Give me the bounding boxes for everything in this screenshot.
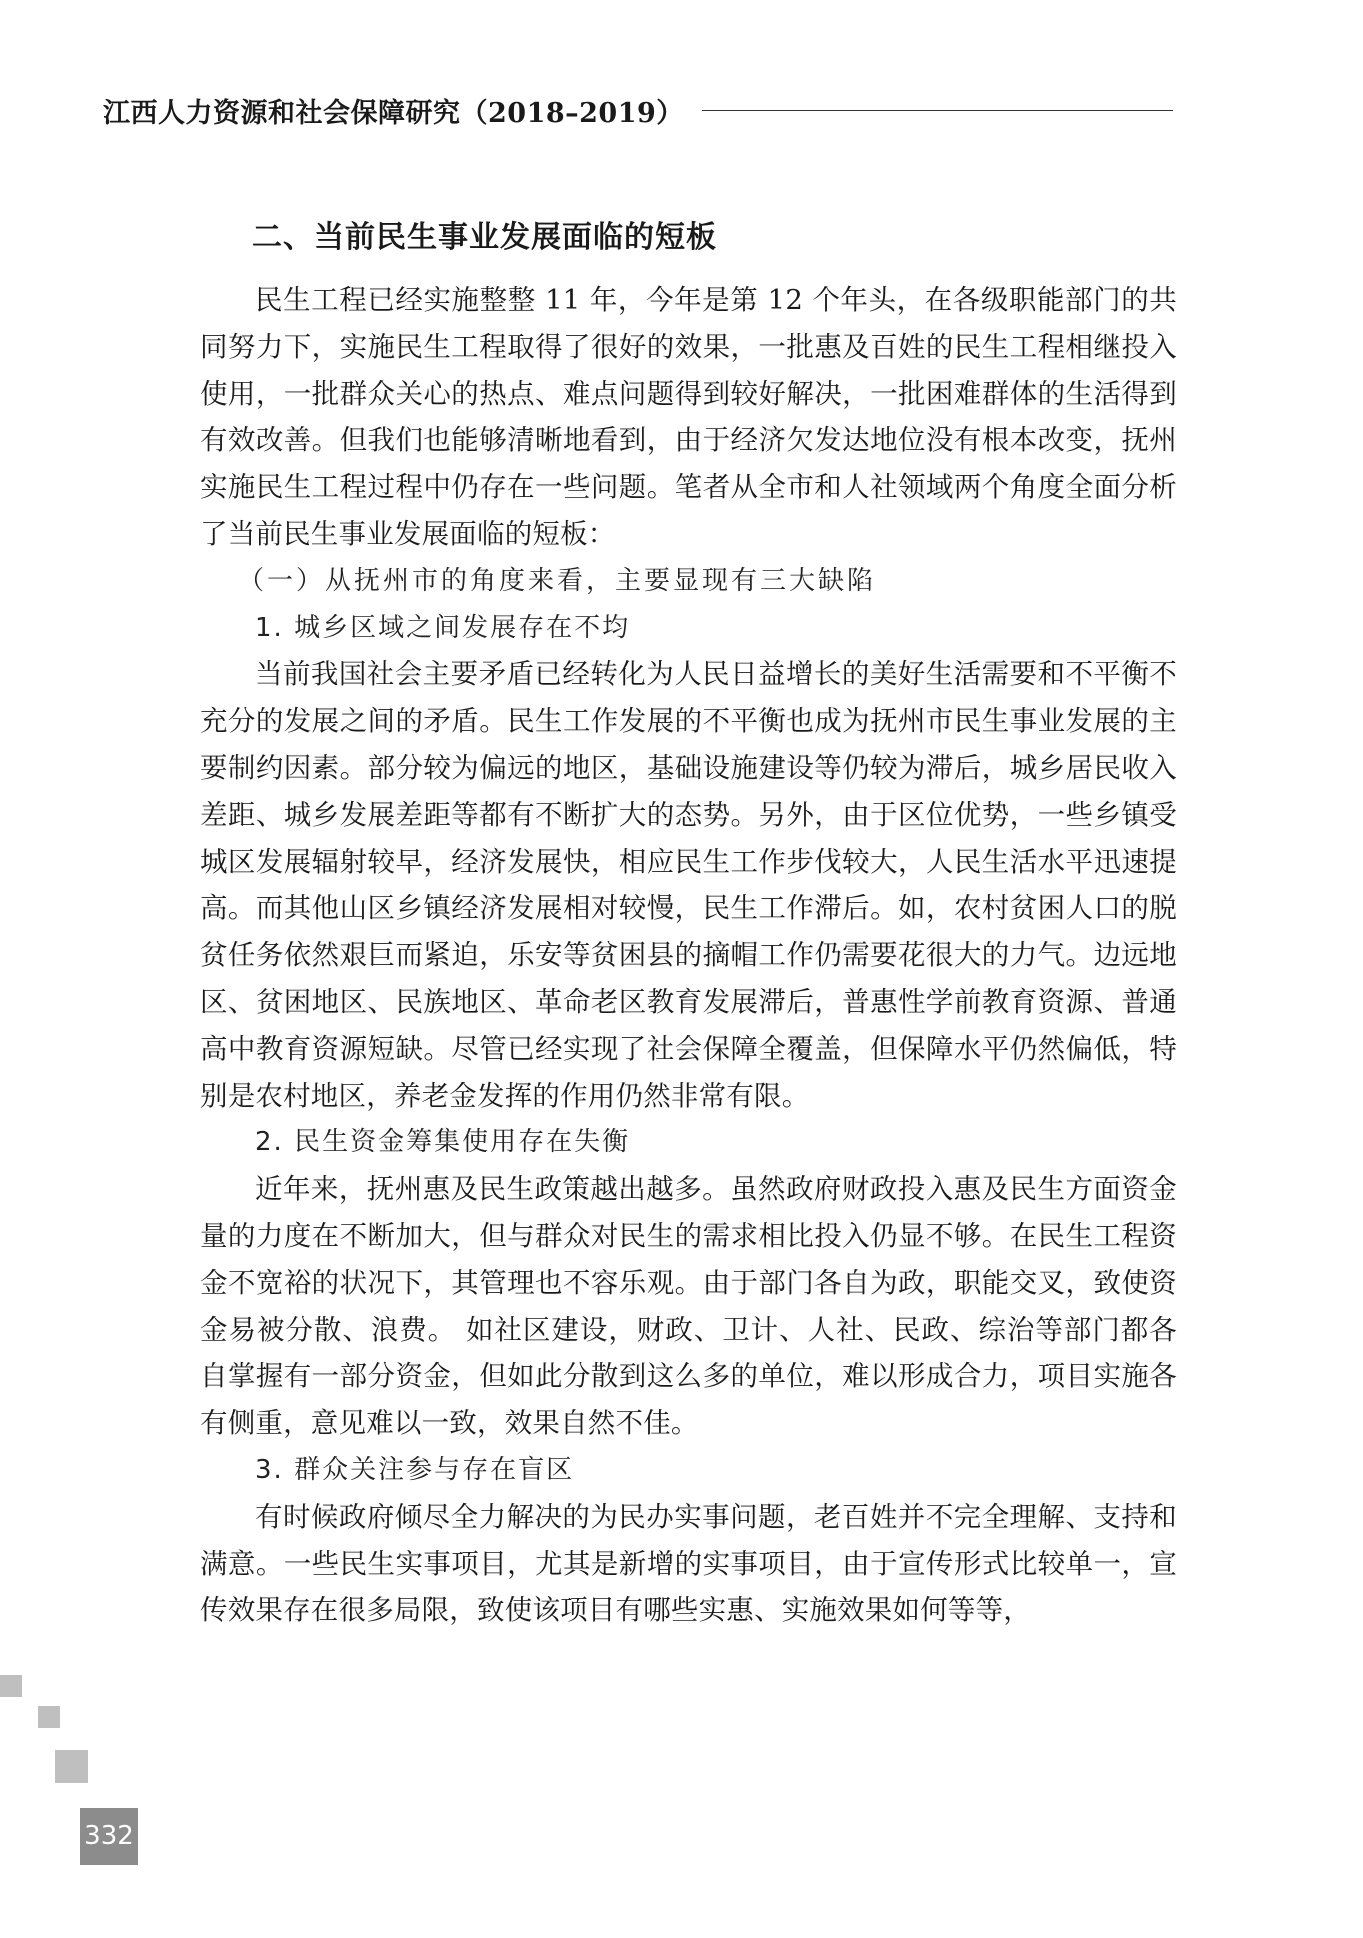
section-heading: 二、当前民生事业发展面临的短板 — [252, 220, 717, 255]
corner-square — [0, 1675, 22, 1697]
corner-square — [55, 1750, 88, 1783]
item1-heading: 1. 城乡区域之间发展存在不均 — [255, 612, 631, 643]
page-number: 332 — [80, 1808, 138, 1865]
subsection-heading: （一）从抚州市的角度来看，主要显现有三大缺陷 — [238, 565, 877, 596]
item3-heading: 3. 群众关注参与存在盲区 — [255, 1454, 575, 1485]
running-header — [103, 92, 1173, 128]
page-body — [200, 213, 1177, 1634]
item2-paragraph: 近年来，抚州惠及民生政策越出越多。虽然政府财政投入惠及民生方面资金量的力度在不断加大，但与群众对民生的需求相比投入仍显不够。在民生工程资金不宽裕的状况下，其管理也不容乐观。由于部门各自为政，职能交叉，致使资金易被分散、浪费。 如社区建设，财政、卫计、人社、民政、综治等部门都各自掌握有一部分资金，但如此分散到这么多的单位，难以形成合力，项目实施各有侧重，意见难以一致，效果自然不佳。 — [200, 1173, 1177, 1440]
corner-square — [38, 1706, 60, 1728]
intro-paragraph: 民生工程已经实施整整 11 年，今年是第 12 个年头，在各级职能部门的共同努力下，实施民生工程取得了很好的效果，一批惠及百姓的民生工程相继投入使用，一批群众关心的热点、难点问题得到较好解决，一批困难群体的生活得到有效改善。但我们也能够清晰地看到，由于经济欠发达地位没有根本改变，抚州实施民生工程过程中仍存在一些问题。笔者从全市和人社领域两个角度全面分析了当前民生事业发展面临的短板： — [200, 284, 1177, 550]
item1-paragraph: 当前我国社会主要矛盾已经转化为人民日益增长的美好生活需要和不平衡不充分的发展之间的矛盾。民生工作发展的不平衡也成为抚州市民生事业发展的主要制约因素。部分较为偏远的地区，基础设施建设等仍较为滞后，城乡居民收入差距、城乡发展差距等都有不断扩大的态势。另外，由于区位优势，一些乡镇受城区发展辐射较早，经济发展快，相应民生工作步伐较大，人民生活水平迅速提高。而其他山区乡镇经济发展相对较慢，民生工作滞后。如，农村贫困人口的脱贫任务依然艰巨而紧迫，乐安等贫困县的摘帽工作仍需要花很大的力气。边远地区、贫困地区、民族地区、革命老区教育发展滞后，普惠性学前教育资源、普通高中教育资源短缺。尽管已经实现了社会保障全覆盖，但保障水平仍然偏低，特别是农村地区，养老金发挥的作用仍然非常有限。 — [200, 658, 1177, 1112]
item2-heading: 2. 民生资金筹集使用存在失衡 — [255, 1127, 631, 1158]
running-title: 江西人力资源和社会保障研究（2018–2019） — [103, 97, 684, 129]
item3-paragraph: 有时候政府倾尽全力解决的为民办实事问题，老百姓并不完全理解、支持和满意。一些民生实事项目，尤其是新增的实事项目，由于宣传形式比较单一，宣传效果存在很多局限，致使该项目有哪些实惠、实施效果如何等等， — [200, 1500, 1177, 1627]
header-rule — [702, 110, 1173, 111]
